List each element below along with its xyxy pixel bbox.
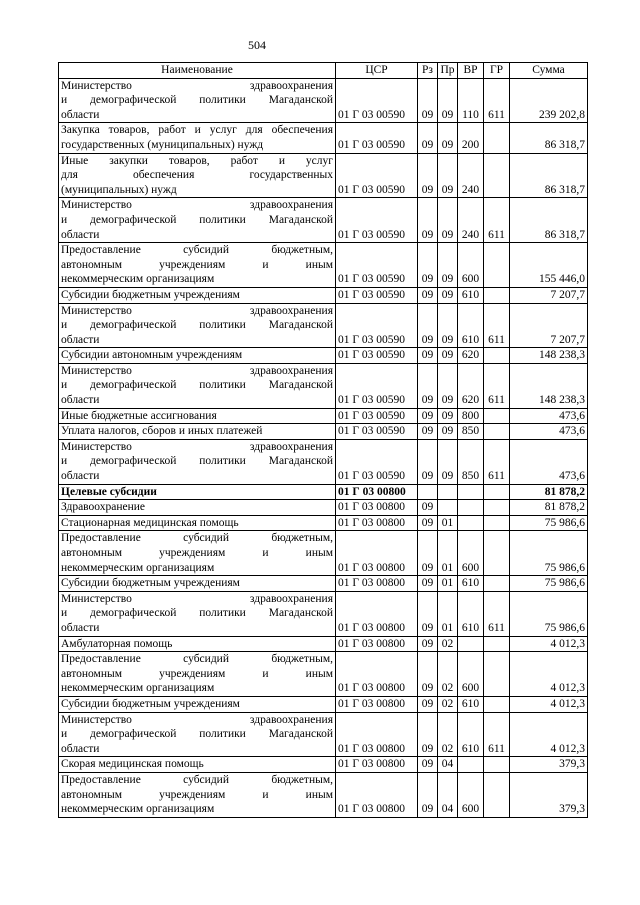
row-csr: 01 Г 03 00800 (336, 696, 418, 712)
row-pr: 09 (438, 123, 458, 153)
row-gr: 611 (484, 712, 510, 757)
table-row (59, 531, 588, 576)
row-name-line: Целевые субсидии (61, 485, 157, 498)
row-sum: 75 986,6 (510, 576, 588, 592)
row-sum: 86 318,7 (510, 123, 588, 153)
table-row (59, 636, 588, 652)
row-rz: 09 (418, 198, 438, 243)
row-gr (484, 531, 510, 576)
row-gr (484, 123, 510, 153)
row-pr: 09 (438, 198, 458, 243)
row-name-line: Здравоохранение (61, 501, 146, 514)
row-vr: 600 (458, 531, 484, 576)
row-rz: 09 (418, 303, 438, 348)
row-gr: 611 (484, 363, 510, 408)
row-rz: 09 (418, 243, 438, 288)
row-name-line: области (61, 621, 100, 634)
row-name (59, 78, 336, 123)
row-name (59, 712, 336, 757)
row-name-line: Стационарная медицинская помощь (61, 516, 239, 529)
row-pr: 09 (438, 78, 458, 123)
row-sum: 86 318,7 (510, 153, 588, 198)
header-name: Наименование (59, 63, 336, 79)
row-csr: 01 Г 03 00800 (336, 712, 418, 757)
row-sum: 155 446,0 (510, 243, 588, 288)
row-pr: 09 (438, 153, 458, 198)
row-csr: 01 Г 03 00590 (336, 153, 418, 198)
row-name (59, 303, 336, 348)
row-name-line: Предоставление субсидий бюджетным, (61, 532, 333, 545)
row-name-line: для обеспечения государственных (61, 169, 333, 182)
row-name-line: области (61, 394, 100, 407)
row-pr: 09 (438, 243, 458, 288)
row-rz: 09 (418, 439, 438, 484)
table-row (59, 652, 588, 697)
row-sum: 81 878,2 (510, 500, 588, 516)
header-gr: ГР (484, 63, 510, 79)
table-row (59, 591, 588, 636)
row-gr (484, 757, 510, 773)
row-sum: 7 207,7 (510, 303, 588, 348)
row-csr: 01 Г 03 00590 (336, 424, 418, 440)
row-vr (458, 500, 484, 516)
table-row (59, 484, 588, 500)
row-sum: 75 986,6 (510, 515, 588, 531)
row-pr: 01 (438, 531, 458, 576)
row-rz: 09 (418, 576, 438, 592)
row-name-line: и демографической политики Магаданской (61, 728, 333, 741)
row-csr: 01 Г 03 00800 (336, 772, 418, 817)
row-pr: 09 (438, 439, 458, 484)
row-rz (418, 484, 438, 500)
table-row (59, 696, 588, 712)
row-name-line: Предоставление субсидий бюджетным, (61, 773, 333, 786)
row-pr: 02 (438, 712, 458, 757)
row-csr: 01 Г 03 00800 (336, 531, 418, 576)
row-rz: 09 (418, 772, 438, 817)
row-gr (484, 348, 510, 364)
table-row (59, 153, 588, 198)
page-number: 504 (248, 38, 266, 52)
header-sum: Сумма (510, 63, 588, 79)
row-name (59, 484, 336, 500)
row-gr (484, 636, 510, 652)
row-csr: 01 Г 03 00590 (336, 348, 418, 364)
row-rz: 09 (418, 712, 438, 757)
row-name-line: Субсидии бюджетным учреждениям (61, 288, 240, 301)
row-gr (484, 772, 510, 817)
row-name-line: Министерство здравоохранения (61, 440, 333, 453)
row-name (59, 153, 336, 198)
row-name (59, 591, 336, 636)
row-pr: 02 (438, 696, 458, 712)
row-rz: 09 (418, 363, 438, 408)
row-vr: 610 (458, 303, 484, 348)
row-name-line: Министерство здравоохранения (61, 713, 333, 726)
row-rz: 09 (418, 500, 438, 516)
row-csr: 01 Г 03 00590 (336, 123, 418, 153)
row-name-line: автономным учреждениям и иным (61, 258, 333, 271)
row-gr (484, 243, 510, 288)
table-row (59, 287, 588, 303)
row-name-line: Уплата налогов, сборов и иных платежей (61, 425, 263, 438)
row-vr: 610 (458, 712, 484, 757)
row-vr: 800 (458, 408, 484, 424)
row-vr: 200 (458, 123, 484, 153)
row-pr: 09 (438, 363, 458, 408)
row-gr (484, 484, 510, 500)
table-row (59, 243, 588, 288)
row-gr: 611 (484, 198, 510, 243)
row-vr (458, 515, 484, 531)
row-vr: 110 (458, 78, 484, 123)
row-csr: 01 Г 03 00800 (336, 757, 418, 773)
table-row (59, 500, 588, 516)
row-name-line: и демографической политики Магаданской (61, 607, 333, 620)
row-sum: 148 238,3 (510, 348, 588, 364)
row-name (59, 652, 336, 697)
row-sum: 7 207,7 (510, 287, 588, 303)
row-name-line: Субсидии бюджетным учреждениям (61, 697, 240, 710)
row-csr: 01 Г 03 00590 (336, 243, 418, 288)
table-row (59, 757, 588, 773)
row-name (59, 424, 336, 440)
row-csr: 01 Г 03 00590 (336, 363, 418, 408)
row-name-line: Министерство здравоохранения (61, 304, 333, 317)
row-rz: 09 (418, 287, 438, 303)
row-rz: 09 (418, 696, 438, 712)
row-name-line: автономным учреждениям и иным (61, 788, 333, 801)
row-sum: 379,3 (510, 772, 588, 817)
row-csr: 01 Г 03 00590 (336, 198, 418, 243)
row-name-line: некоммерческим организациям (61, 273, 215, 286)
row-pr: 02 (438, 652, 458, 697)
row-name (59, 287, 336, 303)
row-gr (484, 287, 510, 303)
row-vr (458, 636, 484, 652)
row-sum: 4 012,3 (510, 712, 588, 757)
row-csr: 01 Г 03 00800 (336, 500, 418, 516)
row-pr: 02 (438, 636, 458, 652)
row-csr: 01 Г 03 00590 (336, 408, 418, 424)
row-name (59, 348, 336, 364)
row-vr: 610 (458, 591, 484, 636)
table-body (59, 78, 588, 817)
row-rz: 09 (418, 515, 438, 531)
row-csr: 01 Г 03 00800 (336, 515, 418, 531)
row-name (59, 576, 336, 592)
row-csr: 01 Г 03 00590 (336, 287, 418, 303)
row-gr: 611 (484, 303, 510, 348)
row-name-line: автономным учреждениям и иным (61, 667, 333, 680)
row-gr: 611 (484, 78, 510, 123)
row-name (59, 243, 336, 288)
row-sum: 473,6 (510, 408, 588, 424)
row-name-line: автономным учреждениям и иным (61, 547, 333, 559)
row-pr: 09 (438, 424, 458, 440)
table-row (59, 78, 588, 123)
row-csr: 01 Г 03 00590 (336, 439, 418, 484)
table-row (59, 303, 588, 348)
row-pr: 09 (438, 303, 458, 348)
row-rz: 09 (418, 78, 438, 123)
row-csr: 01 Г 03 00800 (336, 652, 418, 697)
row-gr (484, 576, 510, 592)
row-name-line: некоммерческим организациям (61, 682, 215, 695)
row-vr: 850 (458, 424, 484, 440)
row-name-line: области (61, 333, 100, 346)
row-vr: 600 (458, 772, 484, 817)
row-pr: 01 (438, 591, 458, 636)
table-row (59, 363, 588, 408)
row-name-line: Министерство здравоохранения (61, 79, 333, 92)
row-pr: 04 (438, 757, 458, 773)
row-gr (484, 153, 510, 198)
row-name-line: (муниципальных) нужд (61, 183, 177, 196)
row-name-line: Министерство здравоохранения (61, 199, 333, 212)
row-sum: 239 202,8 (510, 78, 588, 123)
row-name (59, 515, 336, 531)
row-sum: 4 012,3 (510, 696, 588, 712)
row-sum: 473,6 (510, 439, 588, 484)
row-name (59, 363, 336, 408)
row-gr (484, 696, 510, 712)
row-gr: 611 (484, 439, 510, 484)
row-pr: 09 (438, 408, 458, 424)
row-pr: 01 (438, 515, 458, 531)
table-row (59, 439, 588, 484)
row-vr: 600 (458, 243, 484, 288)
row-name-line: Предоставление субсидий бюджетным, (61, 244, 333, 257)
row-pr (438, 500, 458, 516)
row-name-line: области (61, 108, 100, 121)
row-vr (458, 484, 484, 500)
table-row (59, 348, 588, 364)
row-vr: 240 (458, 198, 484, 243)
row-pr: 09 (438, 287, 458, 303)
row-vr: 610 (458, 287, 484, 303)
row-name-line: Субсидии автономным учреждениям (61, 349, 243, 362)
row-rz: 09 (418, 757, 438, 773)
row-name (59, 531, 336, 576)
row-vr: 610 (458, 696, 484, 712)
row-name-line: и демографической политики Магаданской (61, 319, 333, 332)
row-name-line: некоммерческим организациям (61, 803, 215, 816)
row-name (59, 408, 336, 424)
row-name-line: Субсидии бюджетным учреждениям (61, 577, 240, 590)
header-vr: ВР (458, 63, 484, 79)
table-row (59, 772, 588, 817)
row-csr: 01 Г 03 00800 (336, 576, 418, 592)
table-row (59, 712, 588, 757)
row-name (59, 123, 336, 153)
table-header-row (59, 63, 588, 79)
row-gr (484, 515, 510, 531)
row-name-line: Министерство здравоохранения (61, 592, 333, 605)
row-vr: 620 (458, 348, 484, 364)
table-row (59, 198, 588, 243)
row-rz: 09 (418, 652, 438, 697)
row-name-line: области (61, 470, 100, 483)
row-name (59, 772, 336, 817)
row-pr: 01 (438, 576, 458, 592)
table-row (59, 123, 588, 153)
budget-table (58, 62, 588, 818)
row-rz: 09 (418, 153, 438, 198)
row-sum: 75 986,6 (510, 531, 588, 576)
row-csr: 01 Г 03 00800 (336, 484, 418, 500)
row-name-line: некоммерческим организациям (61, 561, 215, 574)
row-sum: 4 012,3 (510, 652, 588, 697)
row-sum: 473,6 (510, 424, 588, 440)
row-name-line: Иные бюджетные ассигнования (61, 409, 217, 422)
row-name-line: Закупка товаров, работ и услуг для обеспечения (61, 124, 333, 137)
row-vr: 240 (458, 153, 484, 198)
row-pr: 09 (438, 348, 458, 364)
row-sum: 86 318,7 (510, 198, 588, 243)
header-csr: ЦСР (336, 63, 418, 79)
row-vr: 620 (458, 363, 484, 408)
row-name-line: и демографической политики Магаданской (61, 213, 333, 226)
row-vr: 600 (458, 652, 484, 697)
row-name-line: Амбулаторная помощь (61, 637, 173, 650)
row-rz: 09 (418, 123, 438, 153)
row-name-line: области (61, 228, 100, 241)
row-gr (484, 500, 510, 516)
table-row (59, 424, 588, 440)
row-sum: 379,3 (510, 757, 588, 773)
row-rz: 09 (418, 424, 438, 440)
table-row (59, 515, 588, 531)
row-rz: 09 (418, 636, 438, 652)
row-vr (458, 757, 484, 773)
row-csr: 01 Г 03 00800 (336, 636, 418, 652)
row-name (59, 757, 336, 773)
row-sum: 75 986,6 (510, 591, 588, 636)
row-rz: 09 (418, 348, 438, 364)
row-name-line: Иные закупки товаров, работ и услуг (61, 154, 333, 167)
row-name (59, 198, 336, 243)
row-sum: 4 012,3 (510, 636, 588, 652)
row-gr (484, 408, 510, 424)
row-gr: 611 (484, 591, 510, 636)
row-name (59, 696, 336, 712)
row-name-line: Министерство здравоохранения (61, 364, 333, 377)
row-sum: 81 878,2 (510, 484, 588, 500)
row-gr (484, 424, 510, 440)
row-name (59, 500, 336, 516)
row-pr: 04 (438, 772, 458, 817)
row-name-line: Скорая медицинская помощь (61, 758, 204, 771)
row-name (59, 636, 336, 652)
row-name-line: и демографической политики Магаданской (61, 455, 333, 468)
row-vr: 850 (458, 439, 484, 484)
row-csr: 01 Г 03 00590 (336, 303, 418, 348)
header-rz: Рз (418, 63, 438, 79)
table-row (59, 576, 588, 592)
row-rz: 09 (418, 591, 438, 636)
table-row (59, 408, 588, 424)
row-csr: 01 Г 03 00590 (336, 78, 418, 123)
row-pr (438, 484, 458, 500)
row-name-line: государственных (муниципальных) нужд (61, 138, 264, 151)
row-vr: 610 (458, 576, 484, 592)
row-rz: 09 (418, 408, 438, 424)
row-name-line: и демографической политики Магаданской (61, 379, 333, 392)
row-rz: 09 (418, 531, 438, 576)
row-name-line: Предоставление субсидий бюджетным, (61, 653, 333, 666)
row-name-line: области (61, 742, 100, 755)
header-pr: Пр (438, 63, 458, 79)
row-csr: 01 Г 03 00800 (336, 591, 418, 636)
row-name-line: и демографической политики Магаданской (61, 94, 333, 107)
row-sum: 148 238,3 (510, 363, 588, 408)
row-name (59, 439, 336, 484)
row-gr (484, 652, 510, 697)
